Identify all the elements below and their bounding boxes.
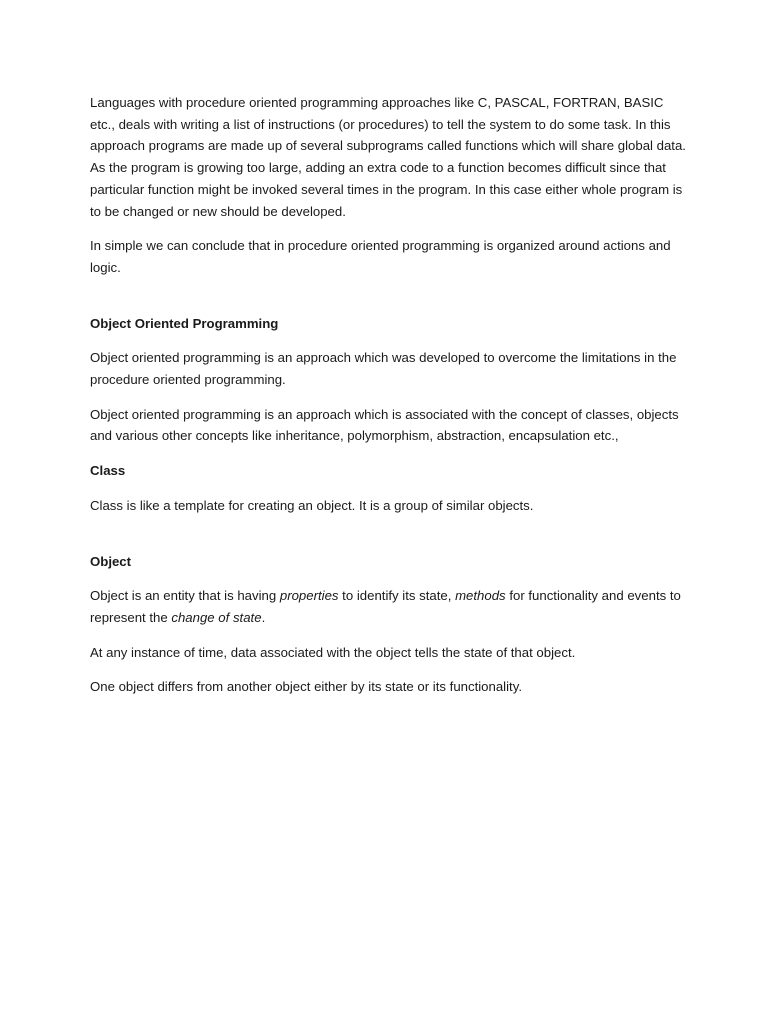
document-body (90, 92, 690, 711)
methods-term: methods (455, 588, 506, 604)
object-paragraph-1 (90, 585, 690, 628)
oop-paragraph-2: Object oriented programming is an approach which is associated with the concept of classes, objects and various other concepts like inheritance, polymorphism, abstraction, encapsulation etc., (90, 406, 679, 444)
object-paragraph-1-part-1: Object is an entity that is having (90, 588, 280, 604)
object-paragraph-1-part-2: to identify its state, (338, 588, 456, 604)
class-paragraph: Class is like a template for creating an object. It is a group of similar objects. (90, 497, 534, 513)
oop-paragraph-1: Object oriented programming is an approach which was developed to overcome the limitations in the procedure oriented programming. (90, 350, 677, 388)
object-paragraph-3: One object differs from another object either by its state or its functionality. (90, 679, 522, 695)
conclusion-paragraph: In simple we can conclude that in procedure oriented programming is organized around actions and logic. (90, 238, 671, 275)
class-heading: Class (90, 463, 126, 479)
change-of-state-term: change of state (171, 609, 262, 625)
object-paragraph-1-part-3: for functionality and events to represent the (90, 588, 681, 625)
object-paragraph-1-part-4: . (261, 609, 266, 625)
properties-term: properties (279, 588, 339, 604)
object-paragraph-2: At any instance of time, data associated with the object tells the state of that object. (90, 644, 576, 660)
oop-heading: Object Oriented Programming (90, 315, 279, 331)
intro-paragraph: Languages with procedure oriented programming approaches like C, PASCAL, FORTRAN, BASIC etc., deals with writing a list of instructions (or procedures) to tell the system to do some task. In this approach programs are made up of several subprograms called functions which will share global data. As the program is growing too large, adding an extra code to a function becomes difficult since that particular function might be invoked several times in the program. In this case either whole program is to be changed or new should be developed. (90, 95, 686, 219)
object-heading: Object (90, 553, 132, 569)
